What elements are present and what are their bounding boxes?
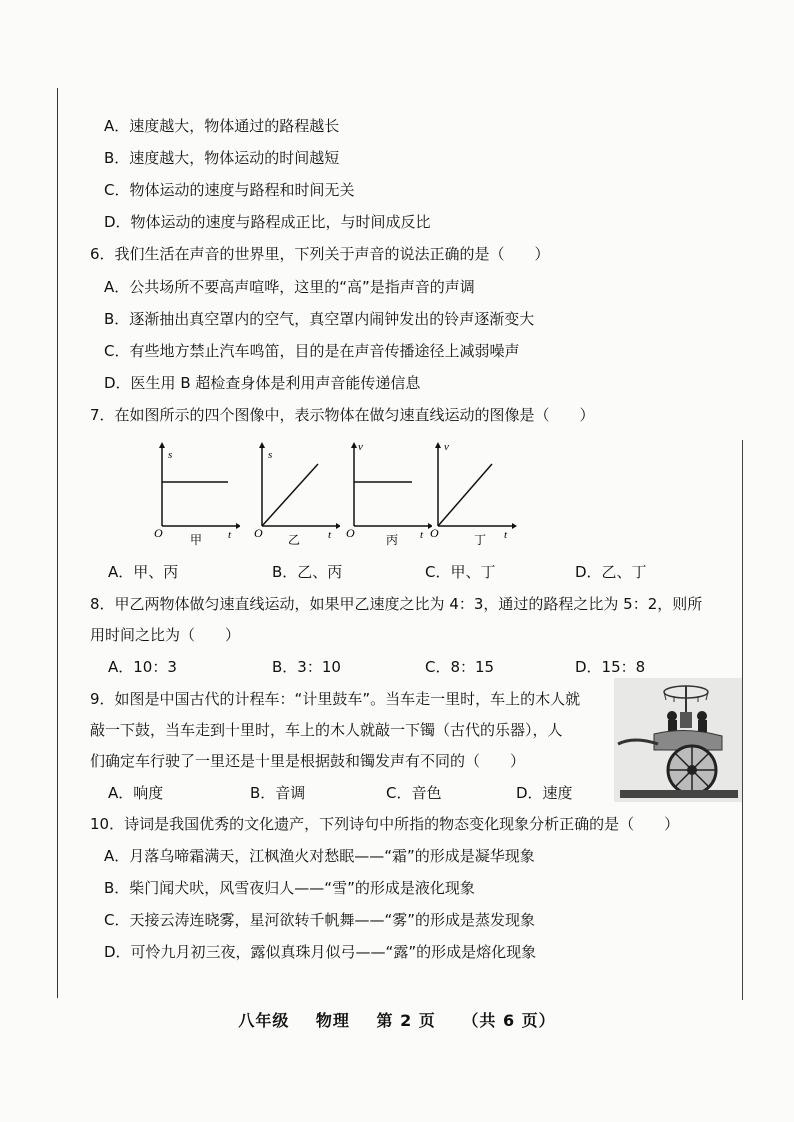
graph-caption: 丁 [474, 533, 487, 547]
footer-page: 第 2 页 [376, 1011, 436, 1030]
x-label: t [504, 529, 508, 541]
q7-option-c: C．甲、丁 [425, 563, 496, 581]
q8-option-c: C．8：15 [425, 658, 495, 676]
graph-caption: 甲 [190, 533, 203, 547]
q7-stem: 7．在如图所示的四个图像中，表示物体在做匀速直线运动的图像是（ ） [90, 406, 595, 424]
y-axis-arrow [351, 442, 357, 448]
left-margin-line [57, 88, 58, 998]
origin-label: O [154, 526, 163, 540]
q5-option-a: A．速度越大，物体通过的路程越长 [104, 117, 340, 135]
q6-option-c: C．有些地方禁止汽车鸣笛，目的是在声音传播途径上减弱噪声 [104, 342, 520, 360]
graph-jia [148, 440, 240, 550]
graph-line [438, 464, 492, 526]
footer-total: （共 6 页） [462, 1011, 556, 1030]
q9-option-d: D．速度 [516, 784, 573, 802]
q7-option-d: D．乙、丁 [575, 563, 647, 581]
q6-option-b: B．逐渐抽出真空罩内的空气，真空罩内闹钟发出的铃声逐渐变大 [104, 310, 535, 328]
x-label: t [328, 529, 332, 541]
q5-option-d: D．物体运动的速度与路程成正比，与时间成反比 [104, 213, 431, 231]
q10-option-a: A．月落乌啼霜满天，江枫渔火对愁眠——“霜”的形成是凝华现象 [104, 847, 535, 865]
x-axis-arrow [236, 523, 240, 529]
graph-yi [248, 440, 340, 550]
q5-option-b: B．速度越大，物体运动的时间越短 [104, 149, 340, 167]
graph-caption: 丙 [386, 533, 399, 547]
y-label: v [358, 441, 363, 453]
graph-bing [340, 440, 432, 550]
graph-line [262, 464, 318, 526]
x-label: t [420, 529, 424, 541]
y-axis-arrow [159, 442, 165, 448]
footer-grade: 八年级 [238, 1011, 290, 1030]
q9-option-b: B．音调 [250, 784, 306, 802]
q6-option-a: A．公共场所不要高声喧哗，这里的“高”是指声音的声调 [104, 278, 475, 296]
x-label: t [228, 529, 232, 541]
y-axis-arrow [259, 442, 265, 448]
q8-stem-line1: 8．甲乙两物体做匀速直线运动，如果甲乙速度之比为 4：3，通过的路程之比为 5：2，则所 [90, 595, 703, 613]
q7-option-b: B．乙、丙 [272, 563, 343, 581]
q7-option-a: A．甲、丙 [108, 563, 179, 581]
q8-stem-line2: 用时间之比为（ ） [90, 626, 241, 644]
q9-stem-line1: 9．如图是中国古代的计程车：“计里鼓车”。当车走一里时，车上的木人就 [90, 690, 581, 708]
footer-subject: 物理 [315, 1011, 350, 1030]
q9-stem-line3: 们确定车行驶了一里还是十里是根据鼓和镯发声有不同的（ ） [90, 752, 526, 770]
q8-option-b: B．3：10 [272, 658, 341, 676]
origin-label: O [346, 526, 355, 540]
q5-option-c: C．物体运动的速度与路程和时间无关 [104, 181, 355, 199]
q8-option-a: A．10：3 [108, 658, 177, 676]
page-footer [0, 1008, 794, 1031]
q10-stem: 10．诗词是我国优秀的文化遗产，下列诗句中所指的物态变化现象分析正确的是（ ） [90, 815, 680, 833]
y-label: s [268, 449, 273, 461]
q10-option-d: D．可怜九月初三夜，露似真珠月似弓——“露”的形成是熔化现象 [104, 943, 537, 961]
q6-option-d: D．医生用 B 超检查身体是利用声音能传递信息 [104, 374, 421, 392]
q9-option-a: A．响度 [108, 784, 164, 802]
drum-cart-image [614, 678, 742, 802]
q9-stem-line2: 敲一下鼓，当车走到十里时，车上的木人就敲一下镯（古代的乐器），人 [90, 721, 563, 739]
q8-option-d: D．15：8 [575, 658, 646, 676]
origin-label: O [430, 526, 439, 540]
q10-option-c: C．天接云涛连晓雾，星河欲转千帆舞——“雾”的形成是蒸发现象 [104, 911, 536, 929]
x-axis-arrow [512, 523, 517, 529]
y-label: v [444, 441, 449, 453]
y-label: s [168, 449, 173, 461]
graph-ding [424, 440, 520, 550]
origin-label: O [254, 526, 263, 540]
q6-stem: 6．我们生活在声音的世界里，下列关于声音的说法正确的是（ ） [90, 245, 550, 263]
right-margin-line [742, 440, 743, 1000]
graph-caption: 乙 [288, 533, 301, 547]
y-axis-arrow [435, 442, 441, 448]
q9-option-c: C．音色 [386, 784, 442, 802]
q10-option-b: B．柴门闻犬吠，风雪夜归人——“雪”的形成是液化现象 [104, 879, 475, 897]
